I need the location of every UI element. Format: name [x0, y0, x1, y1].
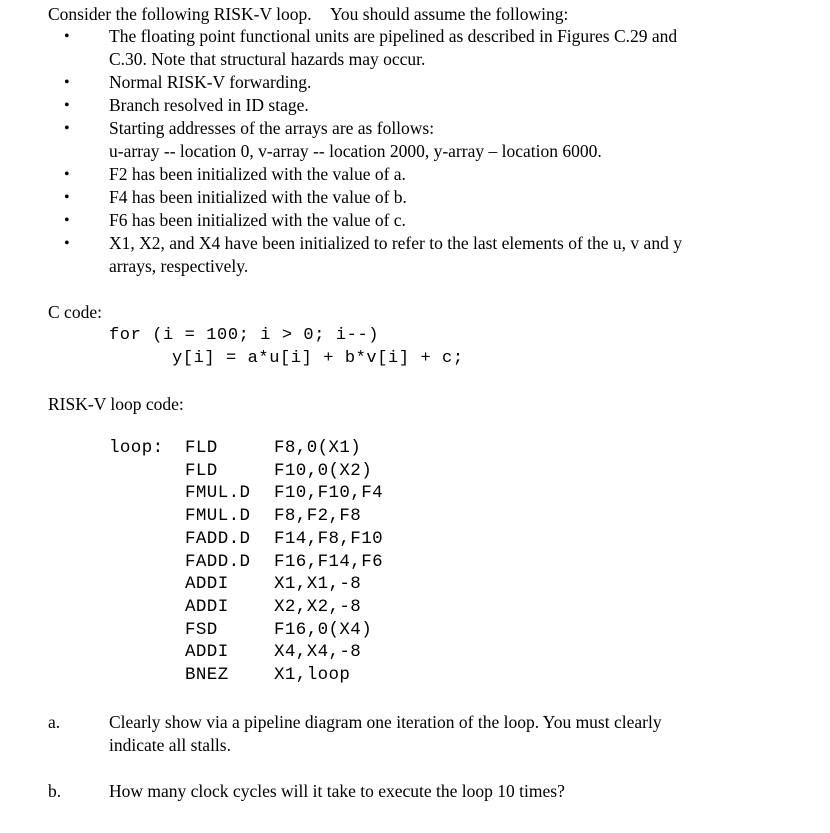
intro-assume-text: You should assume the following: — [330, 4, 569, 24]
bullet-line: u-array -- location 0, v-array -- location 2000, y-array – location 6000. — [109, 141, 602, 161]
opcode: FLD — [185, 460, 218, 481]
question-line: indicate all stalls. — [109, 735, 231, 755]
c-code-line-for: for (i = 100; i > 0; i--) — [109, 326, 380, 345]
bullet-dot: • — [64, 212, 70, 229]
bullet-item — [109, 186, 407, 209]
opcode: BNEZ — [185, 665, 229, 686]
opcode: FMUL.D — [185, 483, 251, 504]
operands: X1,loop — [274, 665, 351, 686]
intro-heading — [48, 3, 568, 26]
operands: F14,F8,F10 — [274, 528, 384, 549]
instruction-opcodes — [185, 437, 250, 687]
bullet-line: F4 has been initialized with the value of b. — [109, 187, 407, 207]
opcode: ADDI — [185, 596, 229, 617]
bullet-line: X1, X2, and X4 have been initialized to refer to the last elements of the u, v and y — [109, 233, 682, 253]
bullet-line: F6 has been initialized with the value of c. — [109, 210, 406, 230]
opcode: FLD — [185, 438, 218, 458]
question-a-text — [109, 711, 662, 757]
opcode: FADD.D — [185, 528, 251, 549]
intro-heading-text: Consider the following RISK-V loop. — [48, 4, 312, 24]
bullet-dot: • — [64, 28, 70, 45]
bullet-line: Branch resolved in ID stage. — [109, 95, 309, 115]
opcode: FMUL.D — [185, 506, 251, 527]
bullet-dot: • — [64, 235, 70, 252]
c-code-line-body: y[i] = a*u[i] + b*v[i] + c; — [172, 349, 464, 368]
question-line: Clearly show via a pipeline diagram one iteration of the loop. You must clearly — [109, 712, 662, 732]
bullet-line: F2 has been initialized with the value of a. — [109, 164, 406, 184]
opcode: FSD — [185, 619, 218, 640]
question-b-label: b. — [48, 781, 62, 801]
question-b-text — [109, 780, 565, 803]
c-code-label: C code: — [48, 302, 102, 322]
operands: X4,X4,-8 — [274, 642, 362, 663]
bullet-line: C.30. Note that structural hazards may occur. — [109, 49, 426, 69]
operands: F10,F10,F4 — [274, 483, 384, 504]
instruction-operands — [274, 437, 383, 687]
question-line: How many clock cycles will it take to execute the loop 10 times? — [109, 781, 565, 801]
operands: F10,0(X2) — [274, 460, 373, 481]
operands: X1,X1,-8 — [274, 574, 362, 595]
opcode: FADD.D — [185, 551, 251, 572]
operands: F8,0(X1) — [274, 438, 362, 458]
operands: X2,X2,-8 — [274, 596, 362, 617]
bullet-dot: • — [64, 120, 70, 137]
opcode: ADDI — [185, 574, 229, 595]
bullet-item — [109, 94, 309, 117]
bullet-item — [109, 232, 682, 278]
question-a-label: a. — [48, 712, 61, 732]
operands: F8,F2,F8 — [274, 506, 362, 527]
bullet-item — [109, 117, 602, 163]
bullet-line: Normal RISK-V forwarding. — [109, 72, 312, 92]
bullet-item — [109, 71, 311, 94]
bullet-dot: • — [64, 189, 70, 206]
bullet-line: Starting addresses of the arrays are as follows: — [109, 118, 435, 138]
operands: F16,0(X4) — [274, 619, 373, 640]
loop-label: loop: — [109, 438, 164, 458]
bullet-item — [109, 25, 677, 71]
bullet-item — [109, 209, 406, 232]
bullet-line: The floating point functional units are pipelined as described in Figures C.29 and — [109, 26, 678, 46]
riscv-code-label: RISK-V loop code: — [48, 394, 184, 414]
operands: F16,F14,F6 — [274, 551, 384, 572]
bullet-dot: • — [64, 97, 70, 114]
bullet-dot: • — [64, 74, 70, 91]
opcode: ADDI — [185, 642, 229, 663]
bullet-dot: • — [64, 166, 70, 183]
bullet-line: arrays, respectively. — [109, 256, 249, 276]
bullet-item — [109, 163, 406, 186]
